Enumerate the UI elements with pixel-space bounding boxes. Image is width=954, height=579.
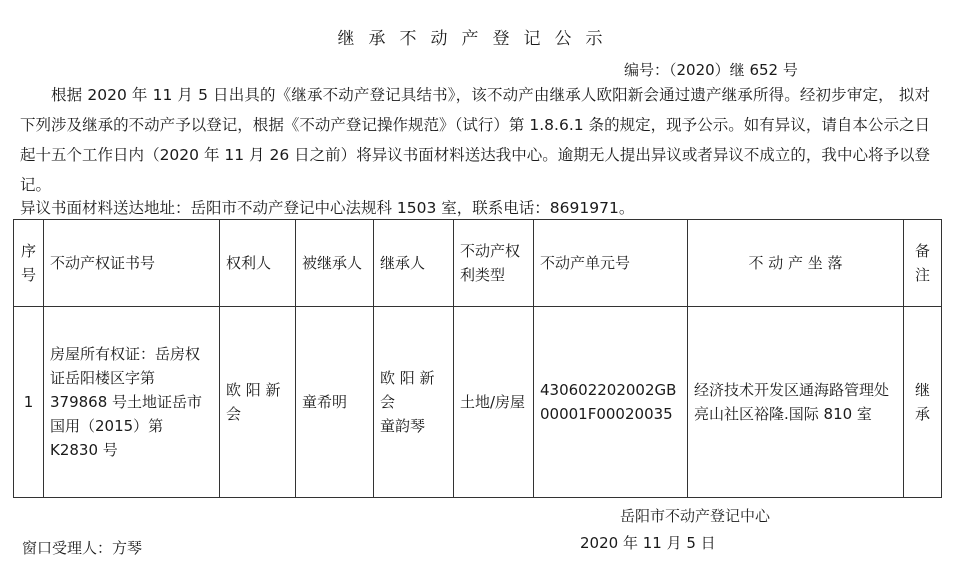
cell-type: 土地/房屋 bbox=[454, 307, 534, 498]
header-type: 不动产权利类型 bbox=[454, 220, 534, 307]
table-header-row bbox=[14, 220, 942, 307]
header-seq: 序号 bbox=[14, 220, 44, 307]
header-cert: 不动产权证书号 bbox=[44, 220, 220, 307]
property-table bbox=[13, 219, 942, 498]
heir-1: 欧 阳 新会 bbox=[380, 369, 435, 411]
window-agent: 窗口受理人：方琴 bbox=[22, 539, 143, 557]
objection-address: 异议书面材料送达地址：岳阳市不动产登记中心法规科 1503 室，联系电话：8691971。 bbox=[20, 199, 635, 217]
cell-heir bbox=[374, 307, 454, 498]
cell-location: 经济技术开发区通海路管理处亮山社区裕隆.国际 810 室 bbox=[688, 307, 904, 498]
heir-2: 童韵琴 bbox=[380, 417, 426, 435]
header-unit: 不动产单元号 bbox=[534, 220, 688, 307]
header-heir: 继承人 bbox=[374, 220, 454, 307]
cell-cert: 房屋所有权证：岳房权证岳阳楼区字第 379868 号土地证岳市国用（2015）第 K2830 号 bbox=[44, 307, 220, 498]
issue-date: 2020 年 11 月 5 日 bbox=[580, 534, 716, 552]
serial-number: 编号：（2020）继 652 号 bbox=[624, 61, 798, 79]
issuing-organization: 岳阳市不动产登记中心 bbox=[620, 507, 771, 525]
header-holder: 权利人 bbox=[220, 220, 296, 307]
header-decedent: 被继承人 bbox=[296, 220, 374, 307]
cell-holder: 欧 阳 新会 bbox=[220, 307, 296, 498]
page-title: 继承不动产登记公示 bbox=[337, 29, 617, 49]
notice-paragraph: 根据 2020 年 11 月 5 日出具的《继承不动产登记具结书》，该不动产由继承人欧阳新会通过遗产继承所得。经初步审定， 拟对下列涉及继承的不动产予以登记，根据《不动产登记操作规范》（试行）第 1.8.6.1 条的规定，现予公示。如有异议，请自本公示之日起十五个工作日内（2020 年 11 月 26 日之前）将异议书面材料送达我中心。逾期无人提出异议或者异议不成立的，我中心将予以登记。 bbox=[20, 86, 930, 194]
header-remark: 备注 bbox=[904, 220, 942, 307]
cell-unit: 430602202002GB00001F00020035 bbox=[534, 307, 688, 498]
header-location: 不 动 产 坐 落 bbox=[688, 220, 904, 307]
cell-decedent: 童希明 bbox=[296, 307, 374, 498]
cell-remark: 继承 bbox=[904, 307, 942, 498]
cell-seq: 1 bbox=[14, 307, 44, 498]
table-row bbox=[14, 307, 942, 498]
